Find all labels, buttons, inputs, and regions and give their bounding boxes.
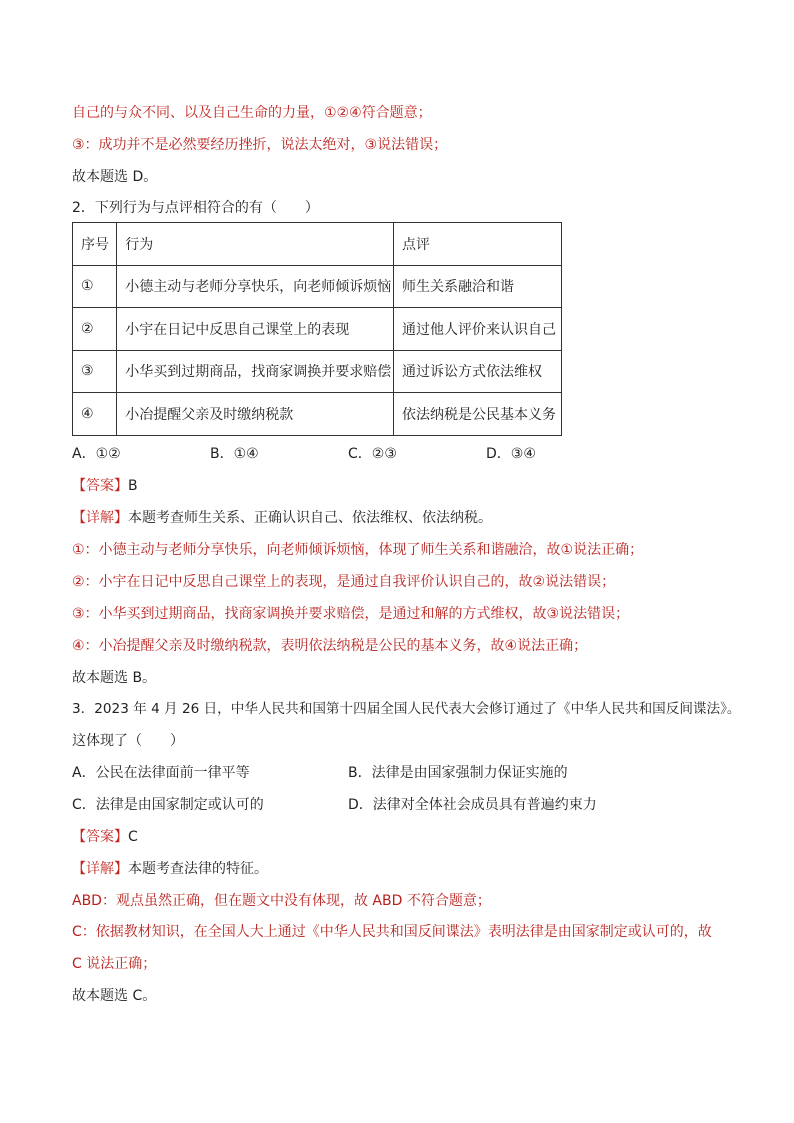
detail-tag: 【详解】	[72, 510, 128, 526]
table-cell: ③	[73, 350, 117, 393]
option-a: A．公民在法律面前一律平等	[72, 765, 250, 781]
q3-analysis-abd: ABD：观点虽然正确，但在题文中没有体现，故 ABD 不符合题意；	[72, 893, 491, 909]
table-cell: 通过他人评价来认识自己	[393, 308, 561, 351]
q2-stem: 2．下列行为与点评相符合的有（ ）	[72, 200, 319, 216]
q3-answer	[72, 827, 138, 847]
option-b: B．法律是由国家强制力保证实施的	[348, 765, 568, 781]
option-d: D．法律对全体社会成员具有普遍约束力	[348, 797, 597, 813]
table-cell: 小德主动与老师分享快乐，向老师倾诉烦恼	[117, 265, 394, 308]
table-cell: 小华买到过期商品，找商家调换并要求赔偿	[117, 350, 394, 393]
table-row	[73, 393, 562, 436]
q2-table	[72, 222, 562, 436]
q3-options-row2	[72, 795, 732, 815]
answer-tag: 【答案】	[72, 478, 128, 494]
detail-intro: 本题考查师生关系、正确认识自己、依法维权、依法纳税。	[128, 510, 492, 526]
table-header-cell: 行为	[117, 223, 394, 266]
q2-analysis-1: ①：小德主动与老师分享快乐，向老师倾诉烦恼，体现了师生关系和谐融洽，故①说法正确；	[72, 542, 644, 558]
q2-options	[72, 444, 732, 464]
table-cell: 师生关系融洽和谐	[393, 265, 561, 308]
q3-analysis-c-line1: C：依据教材知识，在全国人大上通过《中华人民共和国反间谍法》表明法律是由国家制定或认可的，故	[72, 924, 712, 940]
q2-analysis-3: ③：小华买到过期商品，找商家调换并要求赔偿，是通过和解的方式维权，故③说法错误；	[72, 606, 630, 622]
q3-analysis-c-line2: C 说法正确；	[72, 956, 157, 972]
table-header-cell: 点评	[393, 223, 561, 266]
option-b: B．①④	[210, 446, 259, 462]
q1-conclusion: 故本题选 D。	[72, 169, 158, 185]
answer-value: B	[128, 478, 138, 494]
option-d: D．③④	[486, 446, 536, 462]
q3-stem-line1: 3．2023 年 4 月 26 日，中华人民共和国第十四届全国人民代表大会修订通过了《中华人民共和国反间谍法》。	[72, 701, 741, 717]
detail-tag: 【详解】	[72, 861, 128, 877]
option-c: C．法律是由国家制定或认可的	[72, 797, 264, 813]
q1-analysis-line2: ③：成功并不是必然要经历挫折，说法太绝对，③说法错误；	[72, 137, 448, 153]
q2-conclusion: 故本题选 B。	[72, 670, 157, 686]
option-a: A．①②	[72, 446, 121, 462]
q3-detail	[72, 859, 268, 879]
table-header-cell: 序号	[73, 223, 117, 266]
table-cell: ①	[73, 265, 117, 308]
q1-analysis-line1: 自己的与众不同、以及自己生命的力量，①②④符合题意；	[72, 105, 432, 121]
q2-analysis-4: ④：小冶提醒父亲及时缴纳税款，表明依法纳税是公民的基本义务，故④说法正确；	[72, 638, 588, 654]
table-cell: ④	[73, 393, 117, 436]
table-cell: 依法纳税是公民基本义务	[393, 393, 561, 436]
q2-detail	[72, 508, 492, 528]
table-row	[73, 265, 562, 308]
table-row	[73, 308, 562, 351]
table-cell: ②	[73, 308, 117, 351]
detail-intro: 本题考查法律的特征。	[128, 861, 268, 877]
q2-analysis-2: ②：小宇在日记中反思自己课堂上的表现，是通过自我评价认识自己的，故②说法错误；	[72, 574, 616, 590]
table-header-row	[73, 223, 562, 266]
q3-stem-line2: 这体现了（ ）	[72, 733, 184, 749]
q3-options-row1	[72, 763, 732, 783]
option-c: C．②③	[348, 446, 397, 462]
table-row	[73, 350, 562, 393]
answer-tag: 【答案】	[72, 829, 128, 845]
table-cell: 通过诉讼方式依法维权	[393, 350, 561, 393]
answer-value: C	[128, 829, 138, 845]
q3-conclusion: 故本题选 C。	[72, 988, 157, 1004]
table-cell: 小宇在日记中反思自己课堂上的表现	[117, 308, 394, 351]
q2-answer	[72, 476, 138, 496]
table-cell: 小冶提醒父亲及时缴纳税款	[117, 393, 394, 436]
